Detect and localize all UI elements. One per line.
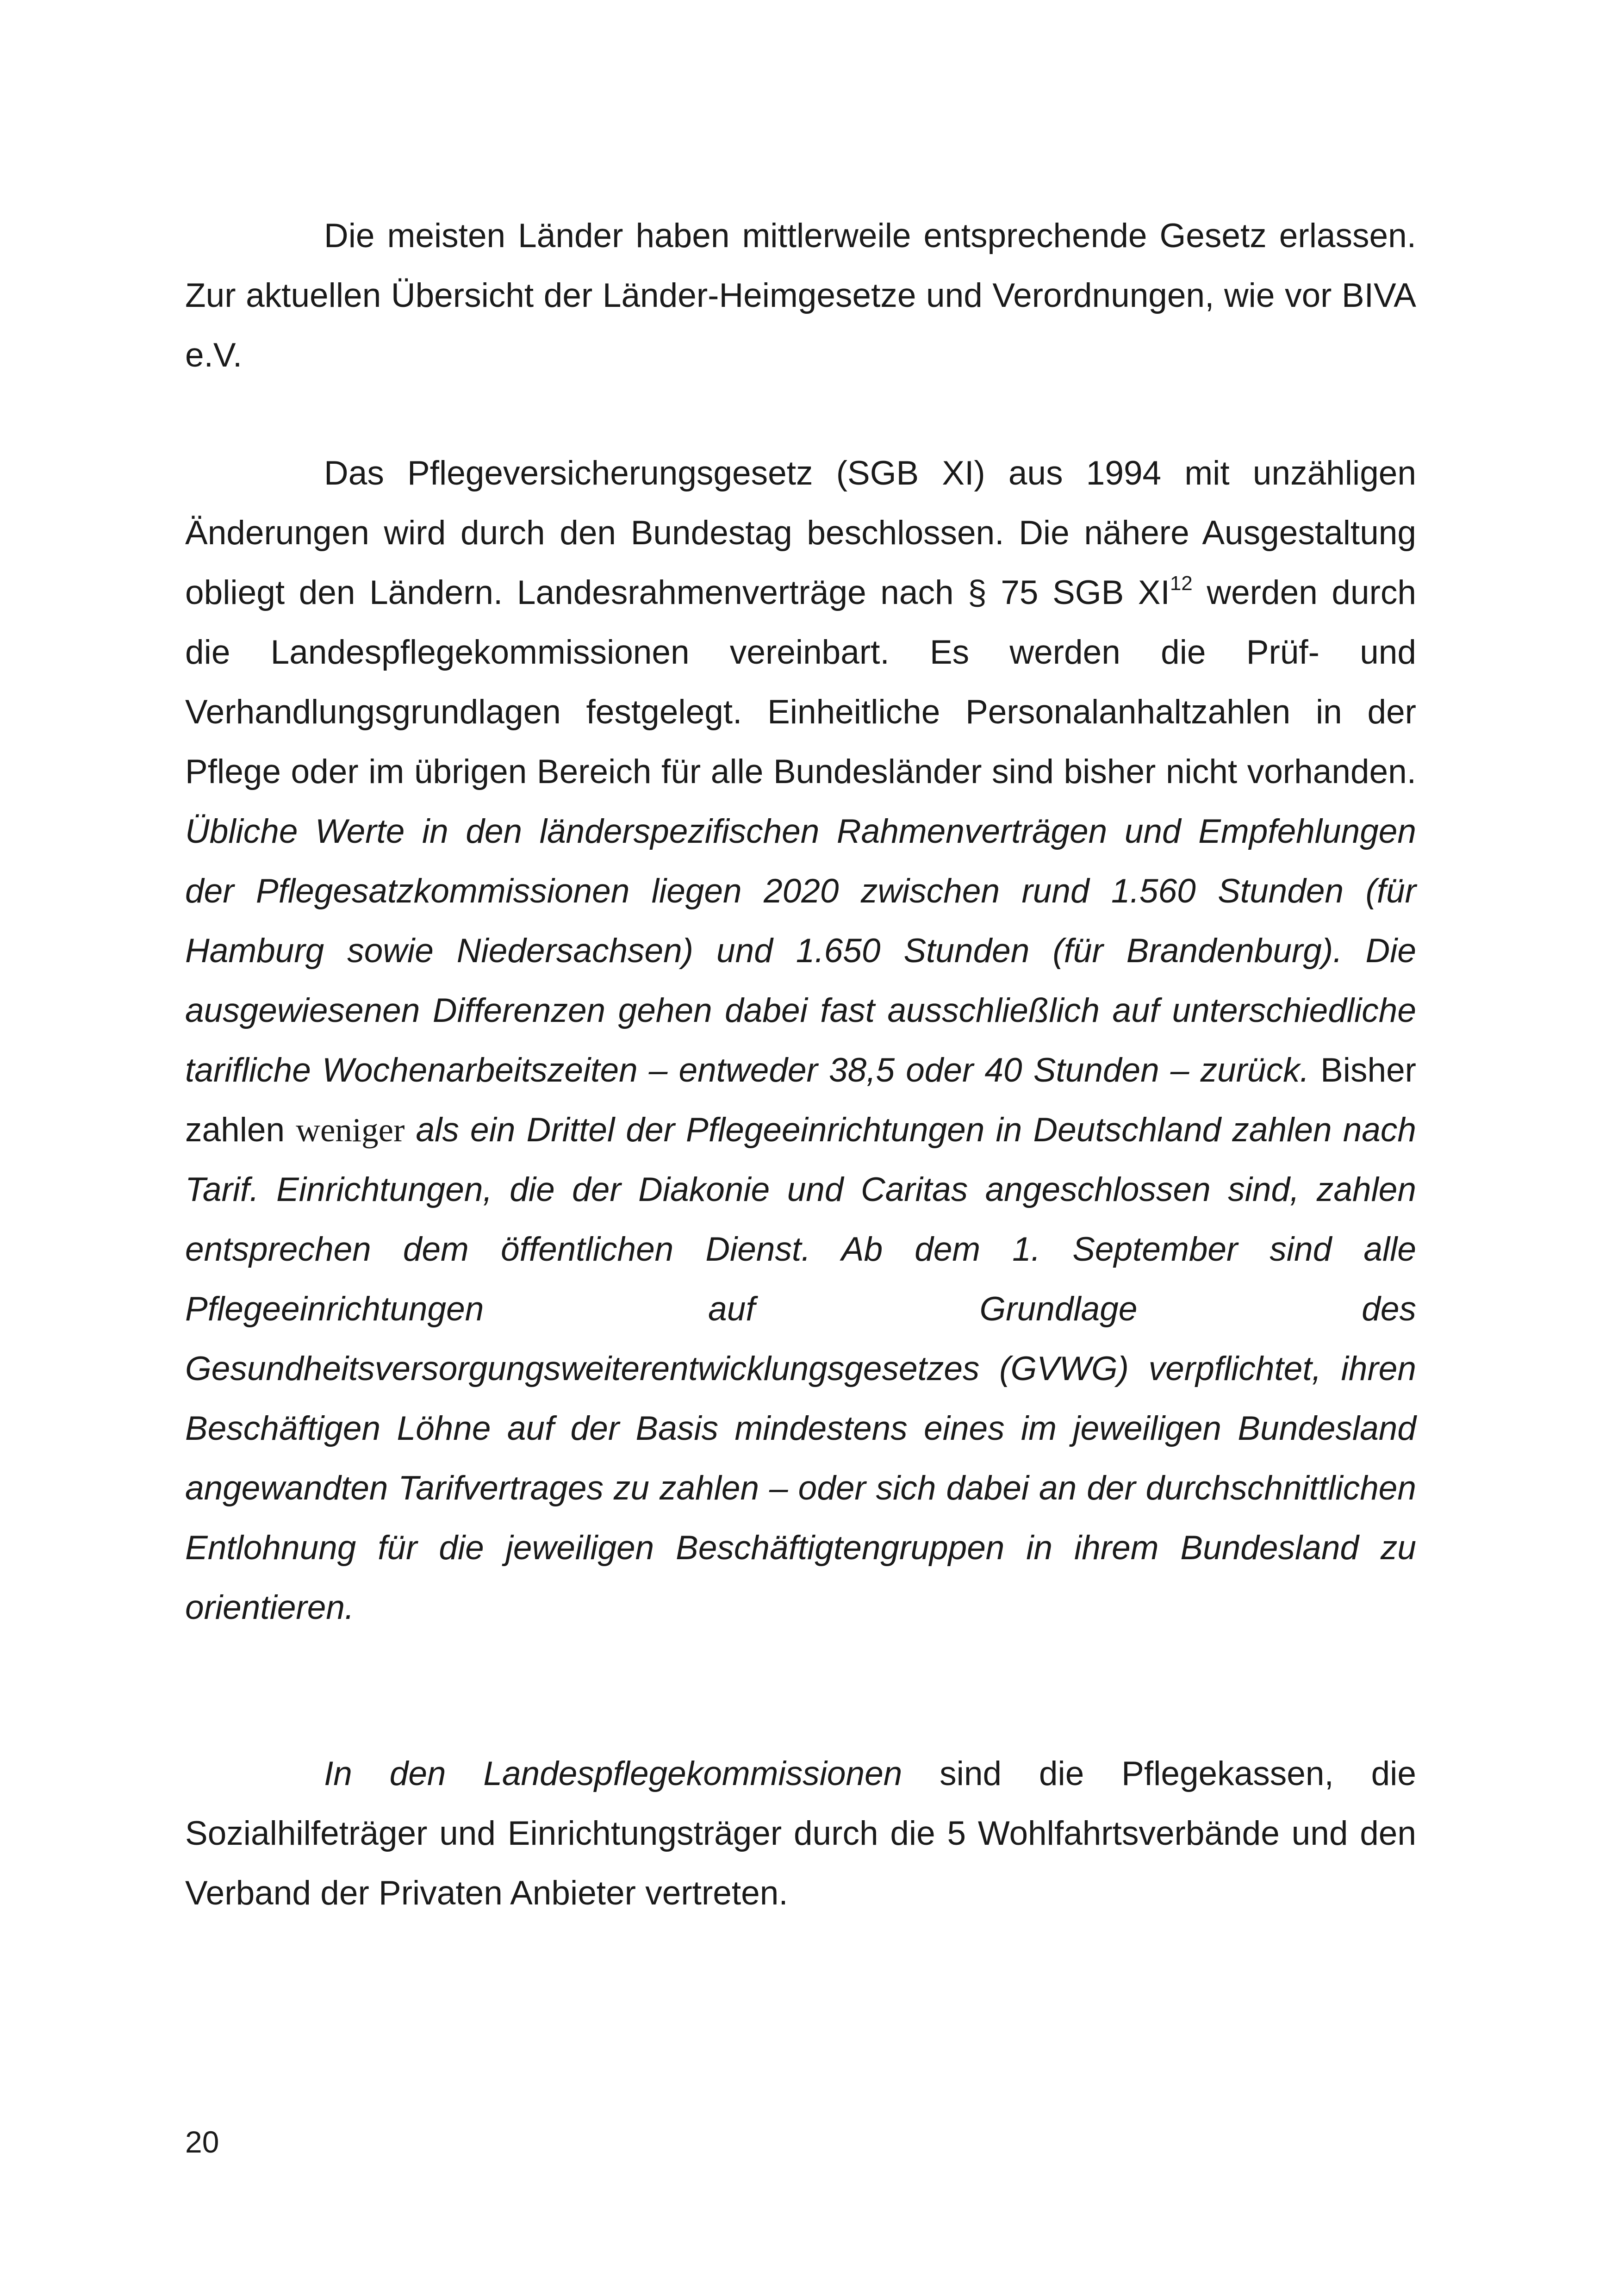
paragraph-text-part: werden durch die Landespflegekommissionen vereinbart. Es werden die Prüf- und Verhandlungsgrundlagen festgelegt. Einheitliche Personalanhaltzahlen in der Pflege oder im übrigen Bereich für alle Bundesländer sind bisher nicht vorhanden. — [185, 574, 1416, 790]
paragraph-landespflegekommissionen — [185, 1744, 1416, 1923]
paragraph-text-part: Bisher zahlen — [185, 1052, 1416, 1149]
paragraph-text-part: sind die Pflegekassen, die Sozialhilfeträger und Einrichtungsträger durch die 5 Wohlfahrtsverbände und den Verband der Privaten Anbieter vertreten. — [185, 1755, 1416, 1912]
paragraph-text-part: Das Pflegeversicherungsgesetz (SGB XI) aus 1994 mit unzähligen Änderungen wird durch den Bundestag beschlossen. Die nähere Ausgestaltung obliegt den Ländern. Landesrahmenverträge nach § 75 SGB XI — [185, 454, 1416, 611]
paragraph-pflegeversicherungsgesetz — [185, 443, 1416, 1637]
page-number: 20 — [185, 2125, 219, 2159]
italic-text-part: als ein Drittel der Pflegeeinrichtungen in Deutschland zahlen nach Tarif. Einrichtungen, die der Diakonie und Caritas angeschlossen sind, zahlen entsprechen dem öffentlichen Dienst. Ab dem 1. September sind alle Pflegeeinrichtungen auf Grundlage des Gesundheitsversorgungsweiterentwicklungsgesetzes (GVWG) verpflichtet, ihren Beschäftigen Löhne auf der Basis mindestens eines im jeweiligen Bundesland angewandten Tarifvertrages zu zahlen – oder sich dabei an der durchschnittlichen Entlohnung für die jeweiligen Beschäftigtengruppen in ihrem Bundesland zu orientieren. — [185, 1111, 1416, 1626]
serif-word: weniger — [296, 1111, 405, 1149]
paragraph-laender-heimgesetze — [185, 206, 1416, 385]
italic-text-part: In den Landespflegekommissionen — [324, 1755, 902, 1792]
footnote-reference: 12 — [1170, 572, 1193, 595]
italic-text-part: Übliche Werte in den länderspezifischen Rahmenverträgen und Empfehlungen der Pflegesatzkommissionen liegen 2020 zwischen rund 1.560 Stunden (für Hamburg sowie Niedersachsen) und 1.650 Stunden (für Brandenburg). Die ausgewiesenen Differenzen gehen dabei fast ausschließlich auf unterschiedliche tarifliche Wochenarbeitszeiten – entweder 38,5 oder 40 Stunden – zurück. — [185, 813, 1416, 1089]
paragraph-text: Die meisten Länder haben mittlerweile entsprechende Gesetz erlassen. Zur aktuellen Übersicht der Länder-Heimgesetze und Verordnungen, wie vor BIVA e.V. — [185, 217, 1416, 374]
